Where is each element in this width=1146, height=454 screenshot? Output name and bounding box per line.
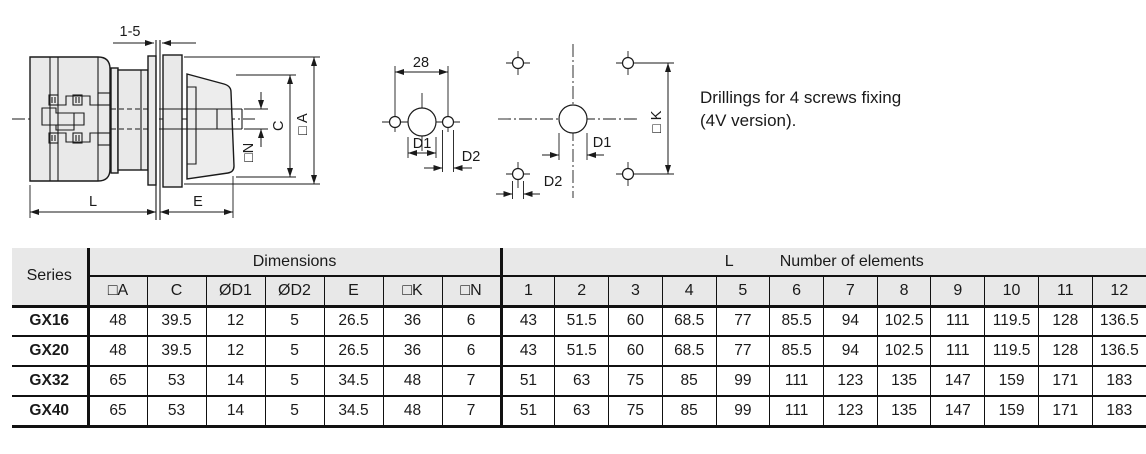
length-cell: 128	[1038, 306, 1092, 336]
length-cell: 43	[501, 306, 555, 336]
bezel	[163, 55, 182, 187]
length-cell: 51	[501, 396, 555, 426]
dimension-cell: 26.5	[324, 306, 383, 336]
dimension-cell: 5	[265, 306, 324, 336]
dim-column-header: □K	[383, 276, 442, 306]
length-cell: 99	[716, 396, 770, 426]
dimension-cell: 36	[383, 336, 442, 366]
dim-column-header: C	[147, 276, 206, 306]
element-column-header: 10	[985, 276, 1039, 306]
series-header: Series	[12, 248, 88, 306]
length-cell: 94	[823, 336, 877, 366]
dimension-cell: 48	[88, 306, 147, 336]
element-column-header: 4	[662, 276, 716, 306]
table-body	[12, 306, 1146, 426]
mounting-flange	[148, 56, 156, 185]
hole-d2-right	[443, 117, 454, 128]
dimension-cell: 48	[383, 396, 442, 426]
element-column-header: 11	[1038, 276, 1092, 306]
drilling-note	[700, 86, 901, 132]
length-cell: 123	[823, 396, 877, 426]
length-cell: 119.5	[985, 336, 1039, 366]
dim-column-header: □A	[88, 276, 147, 306]
length-cell: 99	[716, 366, 770, 396]
length-cell: 51	[501, 366, 555, 396]
table-row	[12, 336, 1146, 366]
dimension-cell: 39.5	[147, 336, 206, 366]
length-cell: 102.5	[877, 306, 931, 336]
length-cell: 85	[662, 366, 716, 396]
length-cell: 85	[662, 396, 716, 426]
length-cell: 51.5	[555, 306, 609, 336]
series-cell: GX20	[12, 336, 88, 366]
dim-panel-thickness	[113, 24, 196, 43]
dim-k	[634, 63, 674, 174]
dimension-cell: 14	[206, 366, 265, 396]
table-subheader-row	[12, 276, 1146, 306]
knob	[187, 74, 234, 179]
series-cell: GX40	[12, 396, 88, 426]
dimension-cell: 6	[442, 336, 501, 366]
element-column-header: 2	[555, 276, 609, 306]
hole-d2-bottom-left	[513, 169, 524, 180]
dimension-cell: 36	[383, 306, 442, 336]
elements-header-text: Number of elements	[779, 252, 924, 270]
dimensions-header: Dimensions	[88, 248, 501, 276]
hole-d1	[408, 108, 436, 136]
dimension-cell: 7	[442, 366, 501, 396]
dim-label-28: 28	[412, 55, 430, 71]
length-cell: 63	[555, 366, 609, 396]
length-cell: 147	[931, 396, 985, 426]
element-column-header: 9	[931, 276, 985, 306]
drilling-note-line1: Drillings for 4 screws fixing	[700, 88, 902, 107]
length-cell: 147	[931, 366, 985, 396]
length-cell: 111	[770, 396, 824, 426]
element-column-header: 12	[1092, 276, 1146, 306]
dimension-cell: 26.5	[324, 336, 383, 366]
series-cell: GX16	[12, 306, 88, 336]
dim-N	[241, 92, 268, 162]
hole-d2-bottom-right	[623, 169, 634, 180]
length-cell: 68.5	[662, 306, 716, 336]
length-cell: 43	[501, 336, 555, 366]
hole-d2-top-right	[623, 58, 634, 69]
dimension-cell: 12	[206, 336, 265, 366]
element-column-header: 6	[770, 276, 824, 306]
dimension-cell: 12	[206, 306, 265, 336]
collar	[111, 68, 118, 173]
length-cell: 111	[770, 366, 824, 396]
length-cell: 75	[609, 396, 663, 426]
dim-label-d2: D2	[461, 149, 481, 165]
length-cell: 135	[877, 366, 931, 396]
dim-column-header: ØD2	[265, 276, 324, 306]
length-cell: 51.5	[555, 336, 609, 366]
length-cell: 159	[985, 366, 1039, 396]
dimension-cell: 48	[383, 366, 442, 396]
element-column-header: 8	[877, 276, 931, 306]
table-row	[12, 306, 1146, 336]
dim-label-d2-4v: D2	[543, 174, 563, 190]
dimension-cell: 5	[265, 366, 324, 396]
length-cell: 171	[1038, 396, 1092, 426]
length-cell: 119.5	[985, 306, 1039, 336]
dim-d1-4v	[542, 133, 611, 160]
length-cell: 123	[823, 366, 877, 396]
length-cell: 111	[931, 336, 985, 366]
elements-header-l: L	[724, 252, 734, 270]
dim-d2-4v	[496, 174, 562, 199]
cylinder	[118, 70, 148, 170]
length-cell: 111	[931, 306, 985, 336]
dim-label-E: E	[193, 194, 203, 210]
length-cell: 183	[1092, 366, 1146, 396]
dimension-cell: 53	[147, 366, 206, 396]
element-column-header: 3	[609, 276, 663, 306]
table-header-row	[12, 248, 1146, 276]
dim-L	[30, 185, 156, 218]
side-view-drawing	[0, 0, 340, 240]
element-column-header: 5	[716, 276, 770, 306]
table-row	[12, 366, 1146, 396]
drilling-diagram-2-screws	[378, 48, 508, 198]
dim-d2	[424, 130, 480, 172]
dim-d1	[408, 136, 436, 158]
drilling-diagram-4-screws	[490, 30, 700, 235]
dimension-cell: 5	[265, 396, 324, 426]
element-column-header: 1	[501, 276, 555, 306]
dim-label-L: L	[88, 194, 98, 210]
series-cell: GX32	[12, 366, 88, 396]
length-cell: 60	[609, 306, 663, 336]
dim-label-panel-thickness: 1-5	[119, 24, 141, 40]
dimension-cell: 48	[88, 336, 147, 366]
dim-label-k: □ K	[649, 110, 665, 133]
length-cell: 85.5	[770, 306, 824, 336]
hole-d1-center	[559, 105, 587, 133]
length-cell: 68.5	[662, 336, 716, 366]
dimensions-table	[12, 248, 1146, 428]
element-column-header: 7	[823, 276, 877, 306]
hole-d2-left	[390, 117, 401, 128]
dimension-cell: 5	[265, 336, 324, 366]
length-cell: 60	[609, 336, 663, 366]
length-cell: 63	[555, 396, 609, 426]
dim-28	[395, 55, 448, 72]
length-cell: 135	[877, 396, 931, 426]
dimension-cell: 53	[147, 396, 206, 426]
dimension-cell: 7	[442, 396, 501, 426]
dimension-cell: 34.5	[324, 396, 383, 426]
dim-column-header: ØD1	[206, 276, 265, 306]
dim-label-C: C	[271, 120, 287, 131]
length-cell: 159	[985, 396, 1039, 426]
dimension-cell: 6	[442, 306, 501, 336]
dim-label-d1: D1	[412, 136, 432, 152]
length-cell: 77	[716, 336, 770, 366]
length-cell: 94	[823, 306, 877, 336]
length-cell: 75	[609, 366, 663, 396]
dim-label-N: □N	[241, 142, 257, 162]
length-cell: 85.5	[770, 336, 824, 366]
dimension-cell: 34.5	[324, 366, 383, 396]
dim-column-header: □N	[442, 276, 501, 306]
dimension-cell: 39.5	[147, 306, 206, 336]
dim-label-A: □ A	[295, 113, 311, 135]
length-cell: 171	[1038, 366, 1092, 396]
elements-header	[501, 248, 1146, 276]
dim-label-d1-4v: D1	[592, 135, 612, 151]
dimension-cell: 65	[88, 396, 147, 426]
length-cell: 77	[716, 306, 770, 336]
hole-d2-top-left	[513, 58, 524, 69]
drilling-note-line2: (4V version).	[700, 111, 797, 130]
length-cell: 128	[1038, 336, 1092, 366]
length-cell: 136.5	[1092, 306, 1146, 336]
dimension-cell: 14	[206, 396, 265, 426]
length-cell: 183	[1092, 396, 1146, 426]
table-row	[12, 396, 1146, 426]
length-cell: 136.5	[1092, 336, 1146, 366]
length-cell: 102.5	[877, 336, 931, 366]
dimension-cell: 65	[88, 366, 147, 396]
dim-column-header: E	[324, 276, 383, 306]
